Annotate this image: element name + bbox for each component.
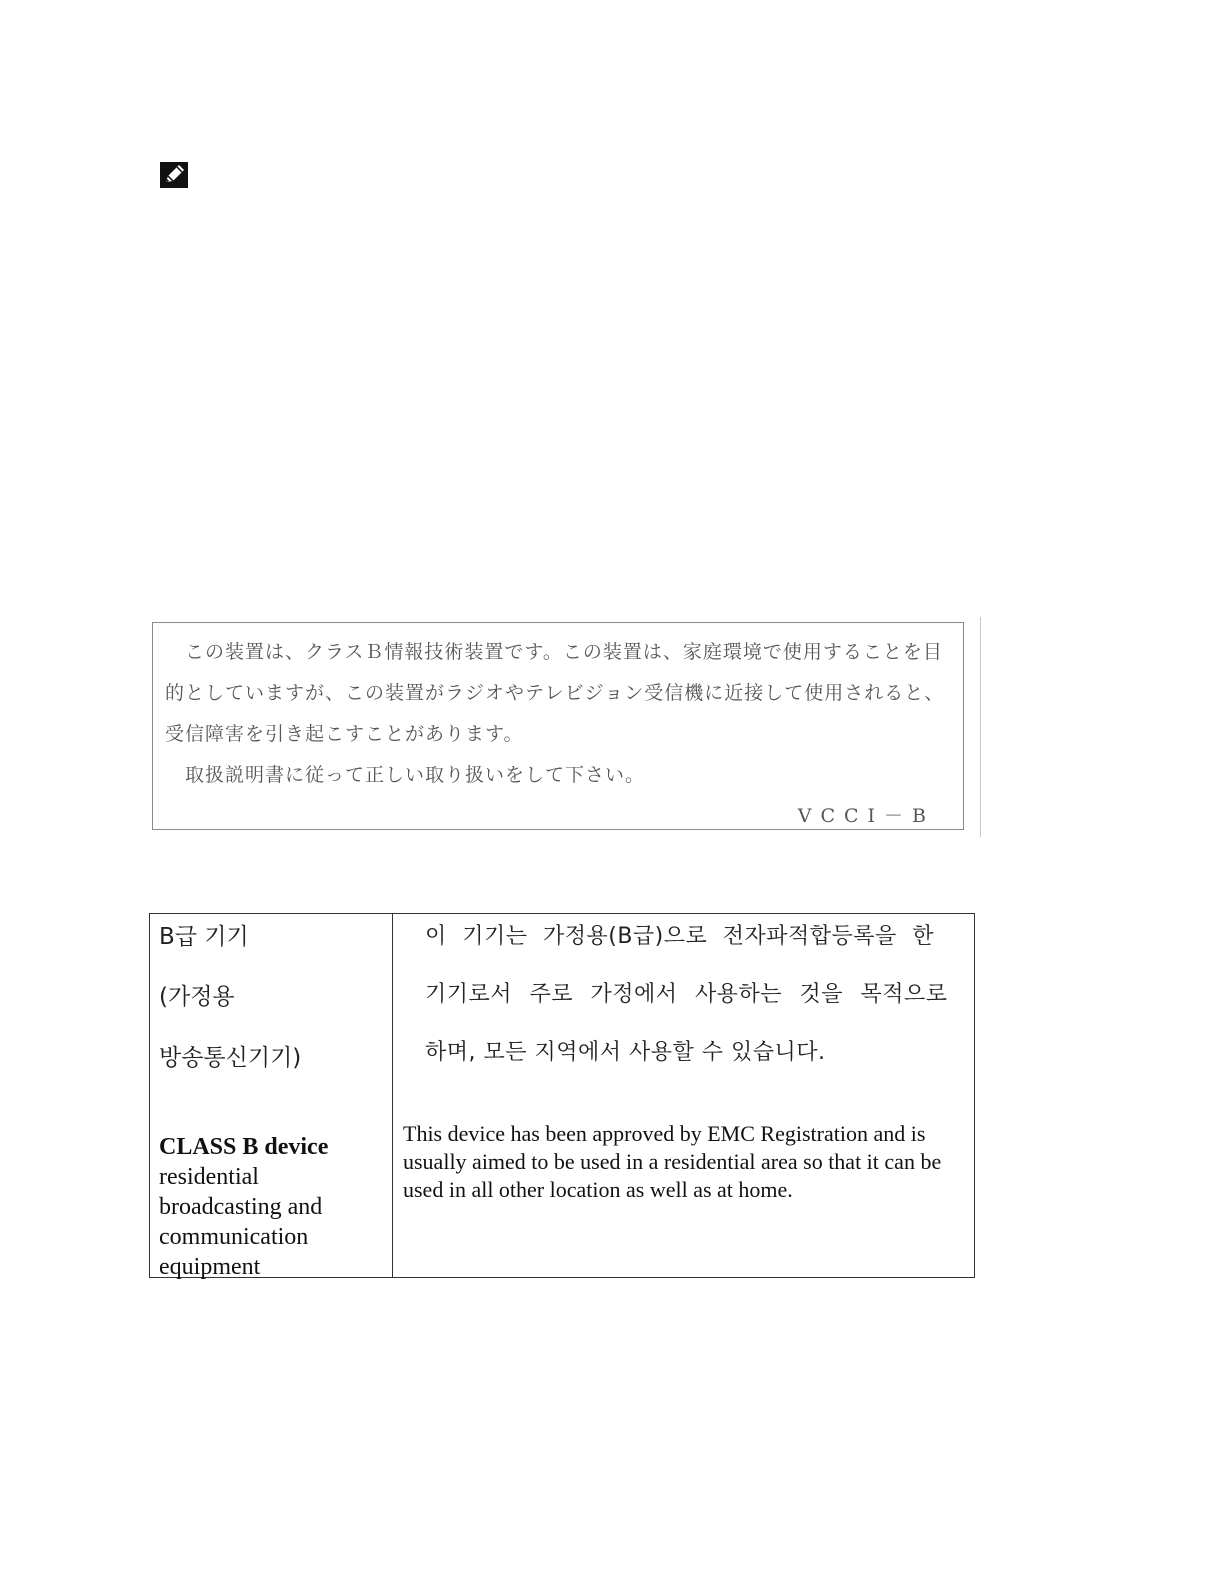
kc-left-english-line-4: equipment	[159, 1254, 261, 1280]
vcci-notice-box	[152, 622, 964, 830]
note-pencil-icon	[160, 162, 188, 188]
vcci-line-2: 的としていますが、この装置がラジオやテレビジョン受信機に近接して使用されると、	[165, 682, 945, 704]
kc-right-korean-line-3: 하며, 모든 지역에서 사용할 수 있습니다.	[425, 1040, 826, 1065]
kc-right-korean-line-2: 기기로서 주로 가정에서 사용하는 것을 목적으로	[425, 982, 948, 1007]
kc-left-english-line-1: residential	[159, 1164, 259, 1190]
kc-left-cell	[150, 914, 393, 1278]
kc-right-cell	[393, 914, 975, 1278]
vcci-line-3: 受信障害を引き起こすことがあります。	[165, 723, 524, 745]
vcci-line-4: 取扱説明書に従って正しい取り扱いをして下さい。	[185, 764, 646, 786]
kc-class-b-table	[149, 913, 975, 1278]
vcci-code: VCCI－B	[797, 805, 935, 827]
kc-left-korean-line-2: (가정용	[159, 984, 235, 1010]
kc-left-korean-line-1: B급 기기	[159, 924, 249, 950]
kc-left-korean-line-3: 방송통신기기)	[159, 1045, 302, 1071]
kc-left-english	[159, 1132, 328, 1282]
kc-left-english-line-2: broadcasting and	[159, 1194, 323, 1220]
kc-right-english: This device has been approved by EMC Registration and is usually aimed to be used in a residential area so that it can be used in all other location as well as at home.	[403, 1121, 942, 1202]
kc-right-korean-line-1: 이 기기는 가정용(B급)으로 전자파적합등록을 한	[425, 924, 935, 949]
kc-left-english-line-3: communication	[159, 1224, 309, 1250]
vcci-side-divider	[980, 617, 981, 837]
table-row	[150, 914, 975, 1278]
class-b-title: CLASS B device	[159, 1134, 329, 1160]
vcci-line-1: この装置は、クラスＢ情報技術装置です。この装置は、家庭環境で使用することを目	[185, 641, 943, 663]
